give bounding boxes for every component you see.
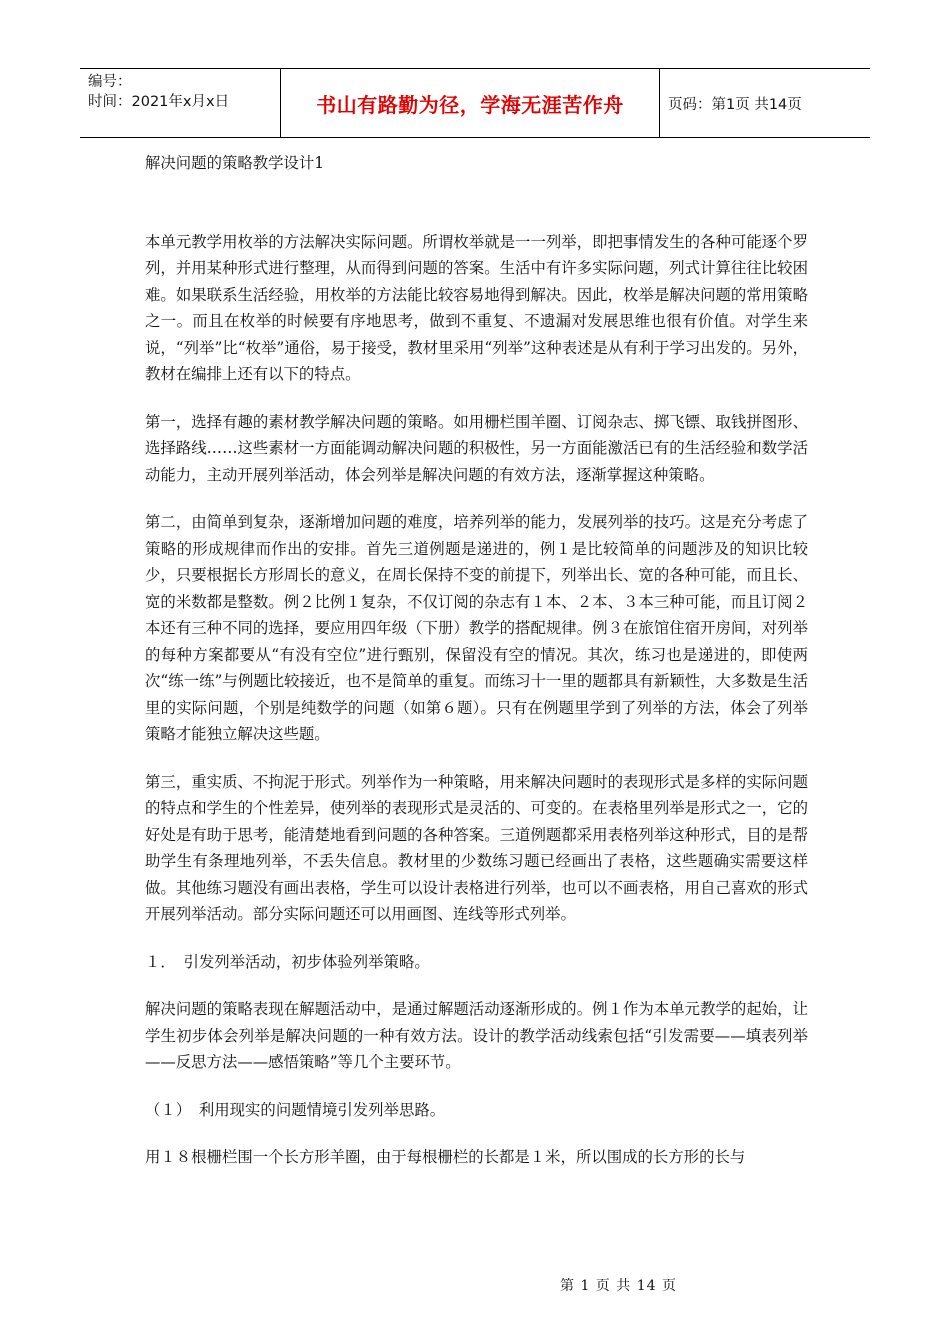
- document-title: 解决问题的策略教学设计1: [145, 154, 325, 172]
- paragraph-intro: 本单元教学用枚举的方法解决实际问题。所谓枚举就是一一列举，即把事情发生的各种可能逐个罗列，并用某种形式进行整理，从而得到问题的答案。生活中有许多实际问题，列式计算往往比较困难。如果联系生活经验，用枚举的方法能比较容易地得到解决。因此，枚举是解决问题的常用策略之一。而且在枚举的时候要有序地思考，做到不重复、不遗漏对发展思维也很有价值。对学生来说，“列举”比“枚举”通俗，易于接受，教材里采用“列举”这种表述是从有利于学习出发的。另外，教材在编排上还有以下的特点。: [145, 232, 808, 383]
- paragraph-third: 第三，重实质、不拘泥于形式。列举作为一种策略，用来解决问题时的表现形式是多样的实际问题的特点和学生的个性差异，使列举的表现形式是灵活的、可变的。在表格里列举是形式之一，它的好处是有助于思考，能清楚地看到问题的各种答案。三道例题都采用表格列举这种形式，目的是帮助学生有条理地列举，不丢失信息。教材里的少数练习题已经画出了表格，这些题确实需要这样做。其他练习题没有画出表格，学生可以设计表格进行列举，也可以不画表格，用自己喜欢的形式开展列举活动。部分实际问题还可以用画图、连线等形式列举。: [145, 772, 808, 923]
- time-label: 时间：2021年x月x日: [88, 94, 230, 110]
- page-footer: 第 1 页 共 14 页: [560, 1278, 677, 1294]
- header-motto: 书山有路勤为径，学海无涯苦作舟: [280, 69, 660, 137]
- paragraph-section-1: 解决问题的策略表现在解题活动中，是通过解题活动逐渐形成的。例１作为本单元教学的起始，让学生初步体会列举是解决问题的一种有效方法。设计的教学活动线索包括“引发需要——填表列举——反思方法——感悟策略”等几个主要环节。: [145, 1000, 808, 1071]
- title-spacer: [145, 177, 808, 229]
- paragraph-subsection-1: 用１８根栅栏围一个长方形羊圈，由于每根栅栏的长都是１米，所以围成的长方形的长与: [145, 1148, 746, 1166]
- subsection-heading-1: （１） 利用现实的问题情境引发列举思路。: [145, 1100, 446, 1119]
- section-heading-1: １． 引发列举活动，初步体验列举策略。: [145, 952, 430, 971]
- paragraph-second: 第二，由简单到复杂，逐渐增加问题的难度，培养列举的能力，发展列举的技巧。这是充分考虑了策略的形成规律而作出的安排。首先三道例题是递进的，例１是比较简单的问题涉及的知识比较少，只要根据长方形周长的意义，在周长保持不变的前提下，列举出长、宽的各种可能，而且长、宽的米数都是整数。例２比例１复杂，不仅订阅的杂志有１本、２本、３本三种可能，而且订阅２本还有三种不同的选择，要应用四年级（下册）教学的搭配规律。例３在旅馆住宿开房间，对列举的每种方案都要从“有没有空位”进行甄别，保留没有空的情况。其次，练习也是递进的，即使两次“练一练”与例题比较接近，也不是简单的重复。而练习十一里的题都具有新颖性，大多数是生活里的实际问题，个别是纯数学的问题（如第６题）。只有在例题里学到了列举的方法，体会了列举策略才能独立解决这些题。: [145, 513, 808, 743]
- header-meta: [80, 69, 280, 137]
- header-page-info: 页码：第1页 共14页: [668, 96, 802, 113]
- number-label: 编号：: [88, 74, 132, 90]
- page-header: [80, 68, 870, 138]
- paragraph-first: 第一，选择有趣的素材教学解决问题的策略。如用栅栏围羊圈、订阅杂志、掷飞镖、取钱拼图形、选择路线……这些素材一方面能调动解决问题的积极性，另一方面能激活已有的生活经验和数学活动能力，主动开展列举活动，体会列举是解决问题的有效方法，逐渐掌握这种策略。: [145, 412, 808, 484]
- document-body: [145, 150, 808, 1192]
